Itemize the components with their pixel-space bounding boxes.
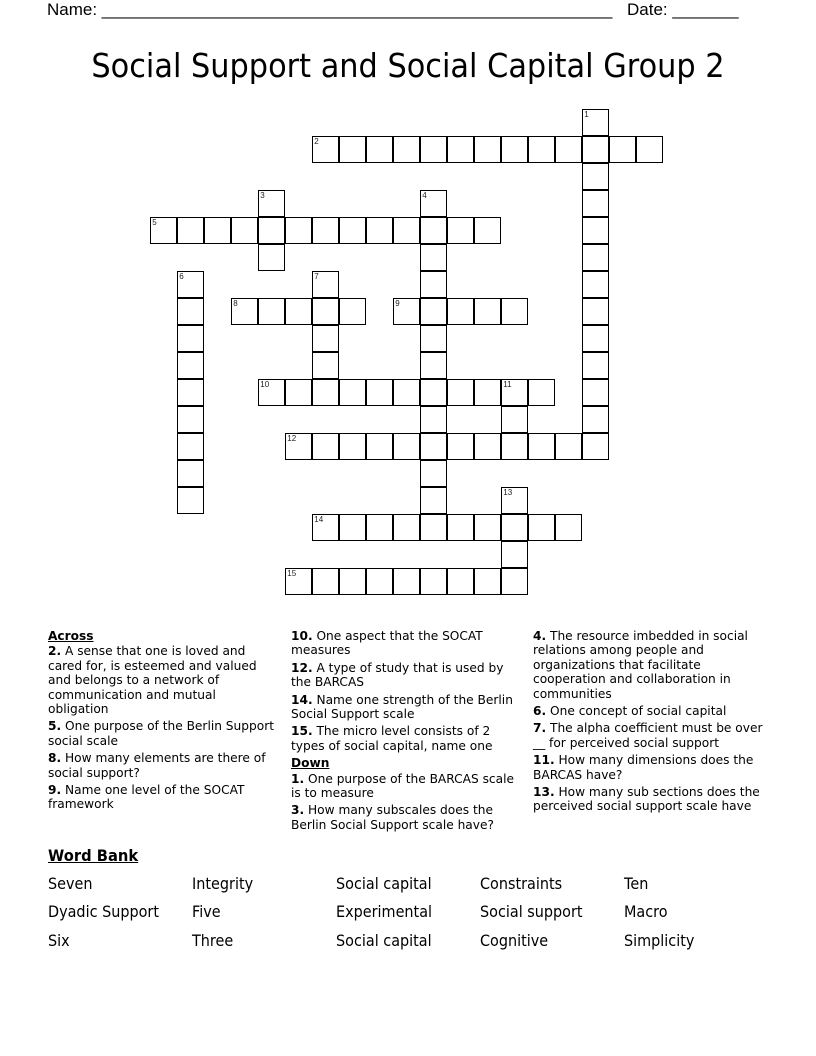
crossword-cell[interactable] — [474, 568, 501, 595]
date-field[interactable]: Date: _______ — [627, 0, 739, 19]
crossword-cell[interactable] — [420, 433, 447, 460]
clue-across-9: 9. Name one level of the SOCAT framework — [48, 783, 245, 812]
crossword-cell[interactable] — [420, 244, 447, 271]
crossword-cell[interactable] — [420, 136, 447, 163]
crossword-cell[interactable] — [393, 136, 420, 163]
clue-down-3: 3. How many subscales does the Berlin Social Support scale have? — [291, 803, 494, 832]
crossword-cell[interactable] — [285, 379, 312, 406]
crossword-cell[interactable] — [258, 379, 285, 406]
crossword-cell[interactable] — [582, 433, 609, 460]
crossword-cell[interactable] — [501, 406, 528, 433]
crossword-cell[interactable] — [177, 325, 204, 352]
crossword-cell[interactable] — [447, 379, 474, 406]
word-bank-item: Integrity — [192, 874, 254, 893]
crossword-cell[interactable] — [312, 136, 339, 163]
clue-across-8: 8. How many elements are there of social support? — [48, 751, 266, 780]
word-bank-item: Macro — [624, 902, 668, 921]
clues-column-3 — [533, 629, 773, 817]
crossword-cell[interactable] — [393, 514, 420, 541]
crossword-cell[interactable] — [582, 136, 609, 163]
clue-number: 8 — [233, 299, 238, 309]
clue-down-1: 1. One purpose of the BARCAS scale is to measure — [291, 771, 514, 801]
crossword-cell[interactable] — [258, 190, 285, 217]
crossword-cell[interactable] — [177, 352, 204, 379]
crossword-cell[interactable] — [339, 514, 366, 541]
word-bank-item: Six — [48, 931, 70, 950]
word-bank-item: Social capital — [336, 874, 432, 893]
crossword-cell[interactable] — [528, 433, 555, 460]
crossword-cell[interactable] — [420, 298, 447, 325]
word-bank-item: Social capital — [336, 931, 432, 950]
crossword-cell[interactable] — [501, 379, 528, 406]
crossword-cell[interactable] — [420, 352, 447, 379]
crossword-cell[interactable] — [258, 298, 285, 325]
crossword-cell[interactable] — [312, 514, 339, 541]
clue-number: 11 — [503, 380, 512, 390]
word-bank-item: Social support — [480, 902, 583, 921]
clue-number: 1 — [584, 110, 589, 120]
crossword-cell[interactable] — [312, 352, 339, 379]
crossword-cell[interactable] — [501, 136, 528, 163]
crossword-cell[interactable] — [582, 406, 609, 433]
crossword-cell[interactable] — [582, 298, 609, 325]
crossword-cell[interactable] — [366, 379, 393, 406]
word-bank-item: Seven — [48, 874, 93, 893]
crossword-cell[interactable] — [285, 217, 312, 244]
across-heading: Across — [48, 629, 94, 643]
crossword-cell[interactable] — [339, 298, 366, 325]
crossword-cell[interactable] — [366, 217, 393, 244]
crossword-cell[interactable] — [177, 298, 204, 325]
name-field[interactable]: Name: ______________________________________________________ — [47, 0, 613, 19]
crossword-cell[interactable] — [177, 217, 204, 244]
crossword-cell[interactable] — [420, 487, 447, 514]
crossword-cell[interactable] — [582, 271, 609, 298]
clue-across-14: 14. Name one strength of the Berlin Social Support scale — [291, 692, 513, 722]
crossword-cell[interactable] — [393, 379, 420, 406]
crossword-cell[interactable] — [582, 244, 609, 271]
crossword-cell[interactable] — [285, 433, 312, 460]
crossword-cell[interactable] — [393, 217, 420, 244]
clue-number: 12 — [287, 434, 297, 444]
down-heading: Down — [291, 756, 330, 771]
crossword-cell[interactable] — [501, 433, 528, 460]
crossword-cell[interactable] — [312, 325, 339, 352]
crossword-cell[interactable] — [582, 379, 609, 406]
clue-across-12: 12. A type of study that is used by the BARCAS — [291, 660, 504, 690]
crossword-cell[interactable] — [258, 244, 285, 271]
clue-number: 10 — [260, 380, 270, 390]
crossword-cell[interactable] — [447, 514, 474, 541]
crossword-cell[interactable] — [177, 379, 204, 406]
crossword-cell[interactable] — [528, 379, 555, 406]
clue-number: 14 — [314, 515, 324, 525]
crossword-cell[interactable] — [285, 298, 312, 325]
crossword-cell[interactable] — [501, 568, 528, 595]
clue-down-4: 4. The resource imbedded in social relations among people and organizations that facilitate cooperation and collaboration in communities — [533, 629, 748, 701]
word-bank-item: Ten — [624, 874, 649, 893]
crossword-cell[interactable] — [582, 352, 609, 379]
crossword-cell[interactable] — [339, 433, 366, 460]
word-bank-item: Experimental — [336, 902, 433, 921]
clue-number: 6 — [179, 272, 184, 282]
crossword-cell[interactable] — [582, 217, 609, 244]
clues-column-1 — [48, 629, 280, 815]
crossword-cell[interactable] — [447, 217, 474, 244]
crossword-cell[interactable] — [231, 298, 258, 325]
crossword-cell[interactable] — [420, 568, 447, 595]
clue-down-7: 7. The alpha coefficient must be over __ for perceived social support — [533, 721, 763, 750]
crossword-cell[interactable] — [474, 298, 501, 325]
word-bank-item: Five — [192, 902, 221, 921]
crossword-cell[interactable] — [366, 568, 393, 595]
crossword-cell[interactable] — [420, 514, 447, 541]
page-title: Social Support and Social Capital Group 2 — [91, 46, 725, 85]
crossword-cell[interactable] — [447, 433, 474, 460]
crossword-cell[interactable] — [609, 136, 636, 163]
crossword-cell[interactable] — [258, 217, 285, 244]
crossword-cell[interactable] — [339, 217, 366, 244]
crossword-cell[interactable] — [501, 514, 528, 541]
clue-number: 9 — [395, 299, 400, 309]
word-bank-item: Constraints — [480, 874, 563, 893]
crossword-cell[interactable] — [339, 379, 366, 406]
crossword-cell[interactable] — [474, 514, 501, 541]
crossword-cell[interactable] — [231, 217, 258, 244]
crossword-cell[interactable] — [366, 433, 393, 460]
crossword-cell[interactable] — [528, 514, 555, 541]
crossword-cell[interactable] — [582, 325, 609, 352]
crossword-cell[interactable] — [366, 136, 393, 163]
crossword-cell[interactable] — [420, 271, 447, 298]
crossword-cell[interactable] — [501, 487, 528, 514]
crossword-cell[interactable] — [474, 217, 501, 244]
crossword-cell[interactable] — [393, 298, 420, 325]
crossword-cell[interactable] — [447, 136, 474, 163]
clue-across-10: 10. One aspect that the SOCAT measures — [291, 629, 483, 658]
crossword-cell[interactable] — [312, 298, 339, 325]
crossword-cell[interactable] — [339, 568, 366, 595]
clue-down-11: 11. How many dimensions does the BARCAS have? — [533, 753, 754, 782]
crossword-cell[interactable] — [312, 433, 339, 460]
clue-down-13: 13. How many sub sections does the perceived social support scale have — [533, 785, 760, 814]
clue-across-5: 5. One purpose of the Berlin Support social scale — [48, 719, 274, 748]
clue-number: 3 — [260, 191, 265, 201]
crossword-grid — [151, 110, 671, 600]
crossword-cell[interactable] — [555, 514, 582, 541]
crossword-cell[interactable] — [582, 190, 609, 217]
crossword-cell[interactable] — [366, 514, 393, 541]
crossword-cell[interactable] — [312, 379, 339, 406]
word-bank-item: Cognitive — [480, 931, 549, 950]
clue-number: 15 — [287, 569, 297, 579]
crossword-cell[interactable] — [555, 433, 582, 460]
clue-number: 4 — [422, 191, 427, 201]
clues-column-2 — [291, 629, 523, 835]
crossword-cell[interactable] — [474, 136, 501, 163]
crossword-cell[interactable] — [312, 568, 339, 595]
crossword-cell[interactable] — [636, 136, 663, 163]
clue-number: 7 — [314, 272, 319, 282]
crossword-cell[interactable] — [150, 217, 177, 244]
crossword-cell[interactable] — [204, 217, 231, 244]
crossword-cell[interactable] — [177, 271, 204, 298]
crossword-cell[interactable] — [177, 406, 204, 433]
crossword-cell[interactable] — [420, 190, 447, 217]
crossword-cell[interactable] — [339, 136, 366, 163]
crossword-cell[interactable] — [474, 379, 501, 406]
crossword-cell[interactable] — [582, 109, 609, 136]
crossword-cell[interactable] — [312, 217, 339, 244]
word-bank-item: Dyadic Support — [48, 902, 159, 921]
crossword-cell[interactable] — [528, 136, 555, 163]
clue-across-15: 15. The micro level consists of 2 types of social capital, name one — [291, 724, 493, 753]
crossword-cell[interactable] — [447, 568, 474, 595]
crossword-cell[interactable] — [474, 433, 501, 460]
crossword-cell[interactable] — [501, 541, 528, 568]
clue-number: 13 — [503, 488, 513, 498]
word-bank-item: Three — [192, 931, 234, 950]
crossword-cell[interactable] — [420, 460, 447, 487]
crossword-cell[interactable] — [393, 568, 420, 595]
crossword-cell[interactable] — [177, 460, 204, 487]
crossword-cell[interactable] — [393, 433, 420, 460]
word-bank-title: Word Bank — [48, 846, 139, 865]
clue-number: 5 — [152, 218, 157, 228]
crossword-cell[interactable] — [582, 163, 609, 190]
crossword-cell[interactable] — [177, 487, 204, 514]
crossword-cell[interactable] — [420, 379, 447, 406]
clue-down-6: 6. One concept of social capital — [533, 704, 727, 719]
clue-across-2: 2. A sense that one is loved and cared for, is esteemed and valued and belongs to a network of communication and mutual obligation — [48, 644, 257, 717]
crossword-cell[interactable] — [420, 325, 447, 352]
crossword-cell[interactable] — [420, 217, 447, 244]
crossword-cell[interactable] — [447, 298, 474, 325]
clue-number: 2 — [314, 137, 319, 147]
crossword-cell[interactable] — [177, 433, 204, 460]
crossword-cell[interactable] — [285, 568, 312, 595]
crossword-cell[interactable] — [501, 298, 528, 325]
word-bank-item: Simplicity — [624, 931, 695, 950]
crossword-cell[interactable] — [420, 406, 447, 433]
crossword-cell[interactable] — [312, 271, 339, 298]
crossword-cell[interactable] — [555, 136, 582, 163]
